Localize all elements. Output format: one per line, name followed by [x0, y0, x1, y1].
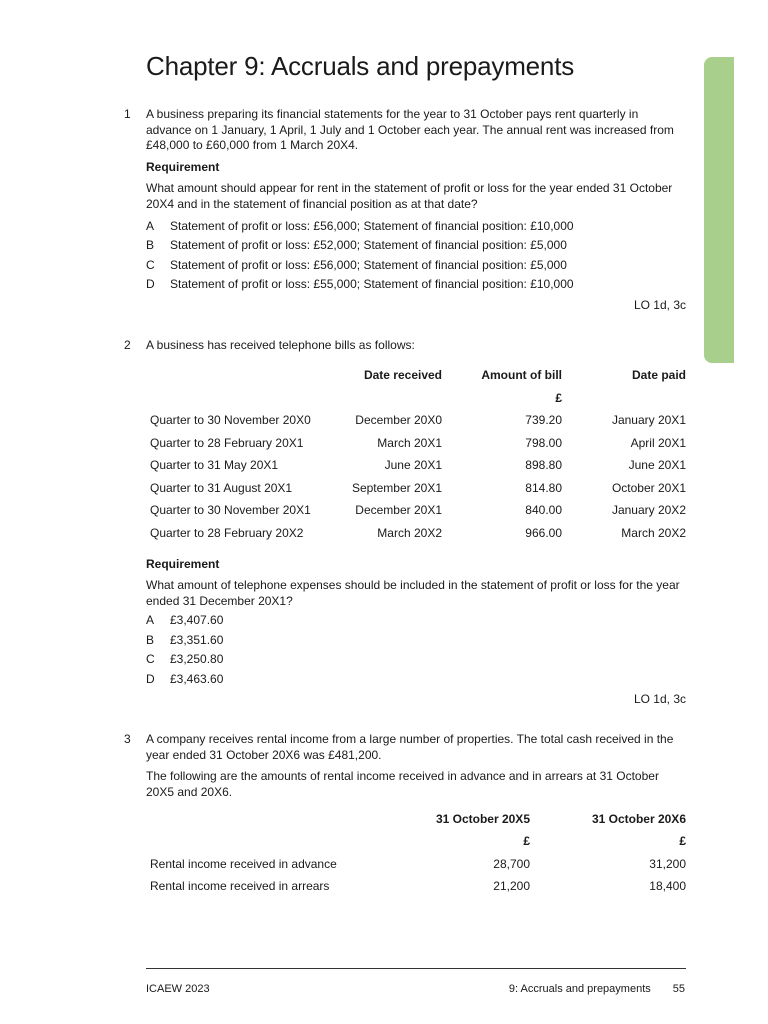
unit-label: £: [523, 834, 530, 849]
table-row: Rental income received in arrears 21,200 18,400: [150, 879, 686, 894]
question-number: 1: [124, 107, 131, 121]
table-row: Quarter to 28 February 20X1 March 20X1 798.00 April 20X1: [150, 435, 686, 450]
unit-label: £: [555, 390, 562, 405]
telephone-bills-table: [146, 365, 686, 545]
table-unit-row: [146, 387, 686, 410]
table-header-row: [146, 808, 686, 831]
requirement-label: Requirement: [146, 159, 220, 174]
header-20x6: 31 October 20X6: [591, 811, 686, 826]
question-text: A business preparing its financial statements for the year to 31 October pays rent quarterly in advance on 1 January, 1 April, 1 July and 1 October each year. The annual rent was increased from £48,000 to £60,000 from 1 March 20X4.: [146, 107, 674, 153]
question-text: A business has received telephone bills as follows:: [146, 338, 415, 352]
learning-outcome: LO 1d, 3c: [633, 692, 686, 707]
table-row: Quarter to 30 November 20X1 December 20X1 840.00 January 20X2: [150, 503, 686, 518]
footer-section-title: 9: Accruals and prepayments: [508, 983, 651, 995]
requirement-label: Requirement: [146, 556, 220, 571]
option-a: A £3,407.60: [146, 613, 224, 628]
question-3: [124, 732, 686, 898]
table-row: Rental income received in advance 28,700 31,200: [150, 856, 686, 871]
question-text-2: The following are the amounts of rental income received in advance and in arrears at 31 October 20X5 and 20X6.: [146, 769, 659, 799]
learning-outcome: LO 1d, 3c: [633, 297, 686, 312]
unit-label: £: [679, 834, 686, 849]
footer-section: [509, 982, 685, 996]
question-1: [124, 107, 686, 313]
footer-divider: [146, 968, 686, 969]
table-header-row: [146, 365, 686, 388]
question-text: A company receives rental income from a large number of properties. The total cash received in the year ended 31 October 20X6 was £481,200.: [146, 732, 674, 762]
page-number: 55: [672, 983, 685, 995]
requirement-text: What amount should appear for rent in the statement of profit or loss for the year ended 31 October 20X4 and in the statement of financial position as at that date?: [146, 181, 673, 211]
option-d: D Statement of profit or loss: £55,000; Statement of financial position: £10,000: [146, 277, 574, 292]
table-row: Quarter to 30 November 20X0 December 20X0 739.20 January 20X1: [150, 413, 686, 428]
question-2: [124, 338, 686, 708]
table-unit-row: [146, 831, 686, 854]
footer-publisher: ICAEW 2023: [146, 983, 210, 995]
option-c: C Statement of profit or loss: £56,000; Statement of financial position: £5,000: [146, 257, 567, 272]
header-date-paid: Date paid: [631, 368, 686, 383]
table-row: Quarter to 28 February 20X2 March 20X2 966.00 March 20X2: [150, 525, 686, 540]
question-number: 2: [124, 338, 131, 352]
option-c: C £3,250.80: [146, 652, 224, 667]
option-a: A Statement of profit or loss: £56,000; Statement of financial position: £10,000: [146, 218, 574, 233]
question-number: 3: [124, 732, 131, 746]
option-b: B Statement of profit or loss: £52,000; Statement of financial position: £5,000: [146, 238, 567, 253]
option-d: D £3,463.60: [146, 671, 224, 686]
chapter-tab-marker: [704, 57, 734, 363]
rental-income-table: [146, 808, 686, 898]
table-row: Quarter to 31 August 20X1 September 20X1 814.80 October 20X1: [150, 480, 686, 495]
chapter-title: Chapter 9: Accruals and prepayments: [146, 51, 575, 81]
table-row: Quarter to 31 May 20X1 June 20X1 898.80 June 20X1: [150, 458, 686, 473]
header-date-received: Date received: [363, 368, 442, 383]
header-amount: Amount of bill: [481, 368, 562, 383]
requirement-text: What amount of telephone expenses should be included in the statement of profit or loss for the year ended 31 December 20X1?: [146, 578, 680, 608]
header-20x5: 31 October 20X5: [435, 811, 530, 826]
option-b: B £3,351.60: [146, 632, 224, 647]
